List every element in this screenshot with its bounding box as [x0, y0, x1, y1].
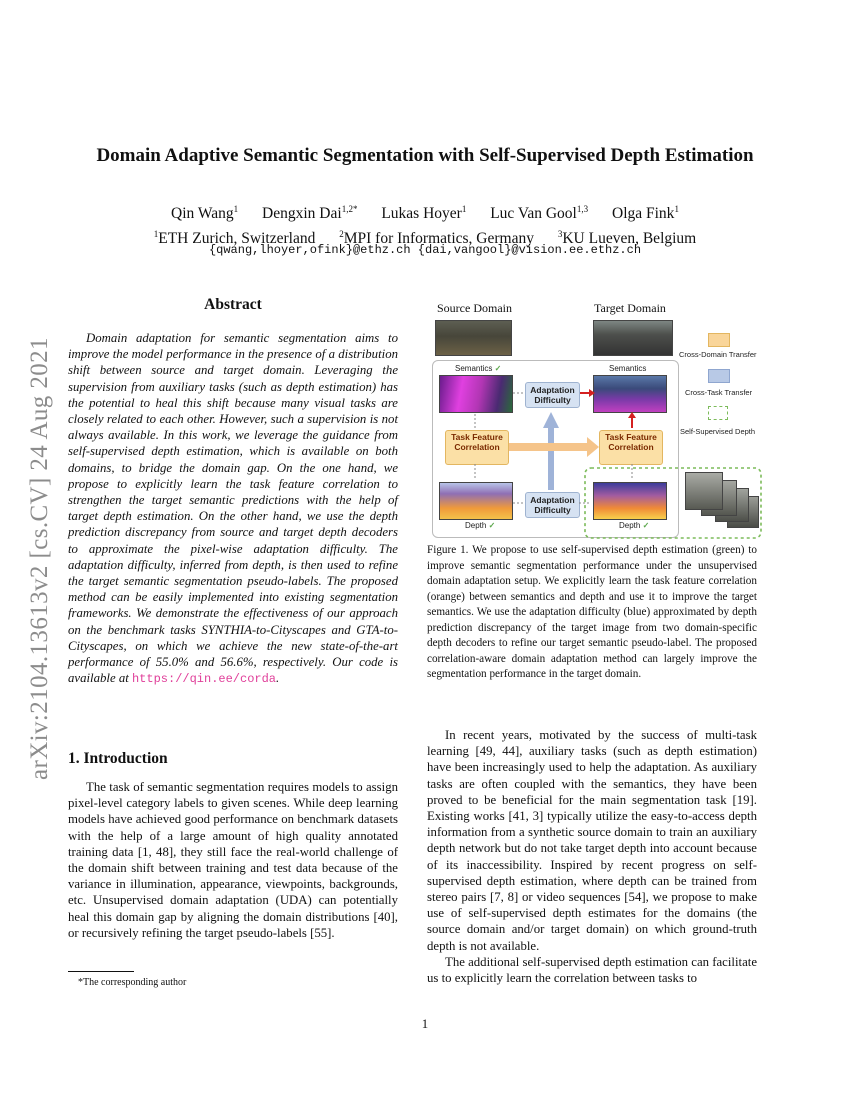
cross-task-arrow-shaft [548, 426, 554, 490]
author: Olga Fink$^1$ [612, 204, 679, 223]
figure-1 [427, 296, 767, 541]
cross-task-arrow-head [543, 412, 559, 428]
target-domain-label: Target Domain [594, 301, 666, 315]
author-emails: {qwang,lhoyer,ofink}@ethz.ch {dai,vangool}@vision.ee.ethz.ch [208, 243, 642, 257]
cross-domain-arrow-shaft [509, 443, 589, 451]
source-depth-map [439, 482, 513, 520]
affiliation: $^1$ETH Zurich, Switzerland [153, 229, 316, 248]
figure-1-caption: Figure 1. We propose to use self-supervised depth estimation (green) to improve semantic segmentation performance under the unsupervised domain adaptation setup. We explicitly learn the task feature correlation (orange) between semantics and depth and use it to improve the target semantics. We use the adaptation difficulty (blue) approximated by depth prediction discrepancy of the target image from two domain-specific depth decoders to refine our target semantic pseudo-label. The proposed correlation-aware domain adaptation method can largely improve the segmentation performance in the target domain. [427, 544, 757, 680]
legend-cross-task: Cross-Task Transfer [685, 388, 753, 397]
footnote: *The corresponding author [78, 977, 187, 988]
legend-cross-domain-icon [708, 333, 730, 347]
page-number: 1 [421, 1017, 429, 1031]
paragraph: The additional self-supervised depth estimation can facilitate us to explicitly learn the correlation between tasks to [427, 954, 757, 986]
author: Lukas Hoyer$^1$ [381, 204, 467, 223]
affiliation: $^3$KU Lueven, Belgium [557, 229, 697, 248]
paragraph: In recent years, motivated by the success of multi-task learning [49, 44], auxiliary tasks (such as depth estimation) have been increasingly used to help the adaptation. As auxiliary tasks are often coupled with the semantics, they have been proved to be beneficial for the main segmentation task [19]. Existing works [41, 3] typically utilize the easy-to-access depth information from a synthetic source domain to train an auxiliary depth network but do not take target depth into account because of its inaccessibility. Inspired by recent progress on self-supervised depth estimation, where depth can be trained from stereo pairs [7, 8] or video sequences [54], we propose to make use of self-supervised depth estimates for the domains (the source domain and/or target domain) on which ground-truth depth is not available. [427, 728, 757, 953]
section-heading-introduction: 1. Introduction [68, 750, 168, 767]
depth-label-target: Depth ✓ [619, 521, 650, 530]
check-icon: ✓ [488, 521, 496, 530]
depth-label-source: Depth ✓ [465, 521, 496, 530]
source-domain-label: Source Domain [437, 301, 512, 315]
paper-title: Domain Adaptive Semantic Segmentation with Self-Supervised Depth Estimation [96, 145, 754, 166]
cross-domain-arrow-head [587, 437, 599, 457]
intro-paragraph: The task of semantic segmentation requires models to assign pixel-level category labels to given scenes. While deep learning models have achieved good performance on benchmark datasets with the help of a large amount of high quality annotated training data [1, 48], they still face the real-world challenge of the domain shift between training and test data because of the variance in illumination, appearance, viewpoints, backgrounds, etc. Unsupervised domain adaptation (UDA) can potentially heal this domain gap by aligning the domain distributions [40], or recursively refining the target pseudo-labels [55]. [68, 780, 398, 940]
abstract-heading: Abstract [204, 296, 262, 313]
task-feature-correlation-source: Task Feature Correlation [445, 430, 509, 465]
legend-self-supervised-icon [708, 406, 728, 420]
red-arrowhead [589, 389, 595, 397]
affiliation: $^2$MPI for Informatics, Germany [339, 229, 534, 248]
check-icon: ✓ [642, 521, 650, 530]
red-arrowhead-up [628, 412, 636, 418]
footnote-rule [68, 971, 134, 972]
legend-cross-domain: Cross-Domain Transfer [679, 350, 757, 359]
task-feature-correlation-target: Task Feature Correlation [599, 430, 663, 465]
video-frame [685, 472, 723, 510]
legend-self-supervised: Self-Supervised Depth [680, 427, 756, 436]
author: Dengxin Dai$^{1,2*}$ [262, 204, 358, 223]
author-list [0, 199, 850, 224]
target-depth-map [593, 482, 667, 520]
author: Luc Van Gool$^{1,3}$ [490, 204, 589, 223]
semantics-label-source: Semantics ✓ [455, 364, 502, 373]
code-link[interactable]: https://qin.ee/corda [131, 672, 277, 687]
author: Qin Wang$^1$ [171, 204, 239, 223]
check-icon: ✓ [494, 364, 502, 373]
legend-cross-task-icon [708, 369, 730, 383]
author-block [0, 199, 850, 249]
adaptation-difficulty-bottom: Adaptation Difficulty [525, 492, 580, 518]
right-column-text [427, 727, 757, 986]
arxiv-identifier: arXiv:2104.13613v2 [cs.CV] 24 Aug 2021 [26, 337, 53, 780]
abstract-body: Domain adaptation for semantic segmentation aims to improve the model performance in the presence of a distribution shift between source and target domain. Leveraging the supervision from auxiliary tasks (such as depth estimation) has the potential to heal this shift because many visual tasks are closely related to each other. However, such a supervision is not always available. In this work, we leverage the guidance from self-supervised depth estimation, which is available on both domains, to bridge the domain gap. On the one hand, we propose to explicitly learn the task feature correlation to strengthen the target semantic predictions with the help of target depth estimation. On the other hand, we use the depth prediction discrepancy from source and target depth decoders to approximate the pixel-wise adaptation difficulty. The adaptation difficulty, inferred from depth, is then used to refine the target semantic segmentation pseudo-labels. The proposed method can be easily implemented into existing segmentation frameworks. We demonstrate the effectiveness of our approach on the benchmark tasks SYNTHIA-to-Cityscapes and GTA-to-Cityscapes, on which we achieve the new state-of-the-art performance of 55.0% and 56.6%, respectively. Our code is available at https://qin.ee/corda. [68, 331, 398, 687]
semantics-label-target: Semantics [609, 364, 647, 373]
adaptation-difficulty-top: Adaptation Difficulty [525, 382, 580, 408]
